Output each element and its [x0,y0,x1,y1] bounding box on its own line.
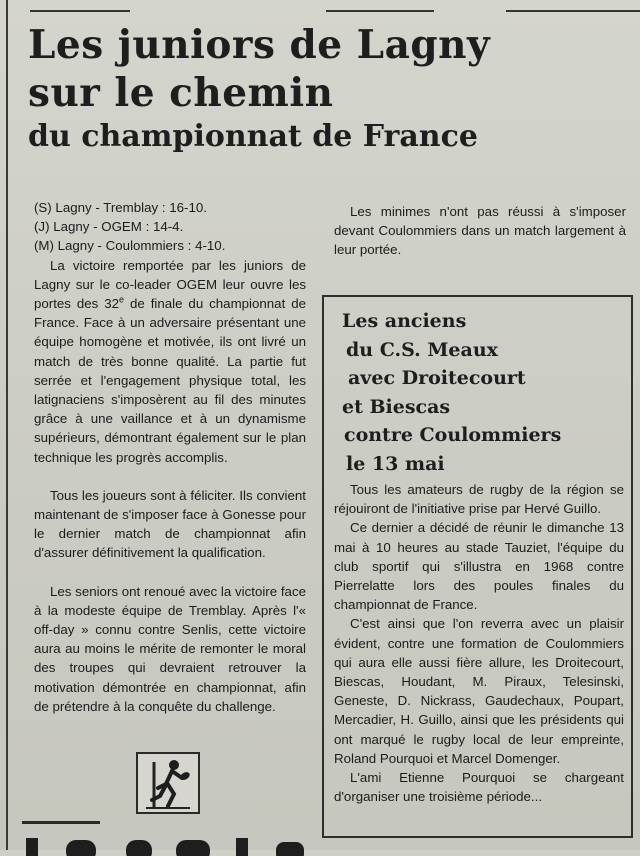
title-line: Les anciens [342,310,467,332]
article-paragraph-juniors [34,256,306,467]
headline-line-2: sur le chemin [28,70,334,116]
paragraph-text: La victoire remportée par les juniors de Lagny sur le co-leader OGEM leur ouvre les portes des 32 [34,257,306,312]
score-minimes: (M) Lagny - Coulommiers : 4-10. [34,238,226,254]
score-seniors: (S) Lagny - Tremblay : 16-10. [34,200,207,215]
score-list [34,198,306,256]
boxed-paragraph-2: Ce dernier a décidé de réunir le dimanche 13 mai à 10 heures au stade Tauziet, l'équipe du club sportif qui s'illustra en 1968 contre Pierrelatte lors des poules finales du championnat de France. [334,520,624,613]
boxed-paragraph-1: Tous les amateurs de rugby de la région se réjouiront de l'initiative prise par Hervé Guillo. [334,482,624,517]
title-line: et Biescas [342,395,451,418]
boxed-paragraph-3: C'est ainsi que l'on reverra avec un plaisir évident, contre une formation de Coulommiers qui aura elle aussi fière allure, les Droitecourt, Biescas, Houdant, M. Piraux, Telesinski, Geneste, D. Nickrass, Gaudechaux, Poupart, Mercadier, H. Guillo, ainsi que les présidents qui ont marqué le rugby local de leur empreinte, Roland Pourquoi et Marcel Domenger. [334,616,624,766]
superscript: e [119,294,125,305]
top-rule-center [326,10,434,12]
score-juniors: (J) Lagny - OGEM : 14-4. [34,219,184,235]
paragraph-text: de finale du championnat de France. Face à un adversaire présentant une équipe homogène et motivée, ils ont livré un match de très bonne qualité. La partie fut serrée et l'engagement physique total, les latignaciens s'imposèrent au fil des minutes grâce à une vaillance et à un dynamisme supérieurs, démontrant également sur le plan technique les progrès accomplis. [34,296,306,465]
boxed-article [322,295,633,838]
bottom-rule [22,821,100,824]
boxed-paragraph-4: L'ami Etienne Pourquoi se chargeant d'organiser une troisième période... [334,770,624,805]
title-line: contre Coulommiers [344,424,562,446]
article-paragraph-qualification: Tous les joueurs sont à féliciter. Ils convient maintenant de s'imposer face à Gonesse pour le dernier match de championnat afin d'assurer définitivement la qualification. [34,487,306,561]
article-paragraph-minimes: Les minimes n'ont pas réussi à s'imposer devant Coulommiers dans un match largement à leur portée. [334,204,626,258]
title-line: avec Droitecourt [348,367,526,389]
title-line: le 13 mai [346,452,445,475]
title-line: du C.S. Meaux [346,338,498,361]
next-headline-cut-off [26,826,316,856]
headline-line-3: du championnat de France [28,119,478,154]
top-rule-right [506,10,640,12]
top-rule-left [30,10,130,12]
boxed-article-body [334,480,624,806]
left-article-column [34,198,306,716]
article-paragraph-seniors: Les seniors ont renoué avec la victoire face à la modeste équipe de Tremblay. Après l'« off-day » connu contre Senlis, cette victoire aura au moins le mérite de remonter le moral des troupes qui devraient retrouver la motivation démontrée en championnat, afin de prétendre à la conquête du challenge. [34,583,306,714]
headline-line-1: Les juniors de Lagny [28,22,491,68]
rugby-player-icon [136,752,200,814]
right-article-column [334,202,626,260]
boxed-article-title [342,307,561,478]
column-border-left [6,0,8,850]
